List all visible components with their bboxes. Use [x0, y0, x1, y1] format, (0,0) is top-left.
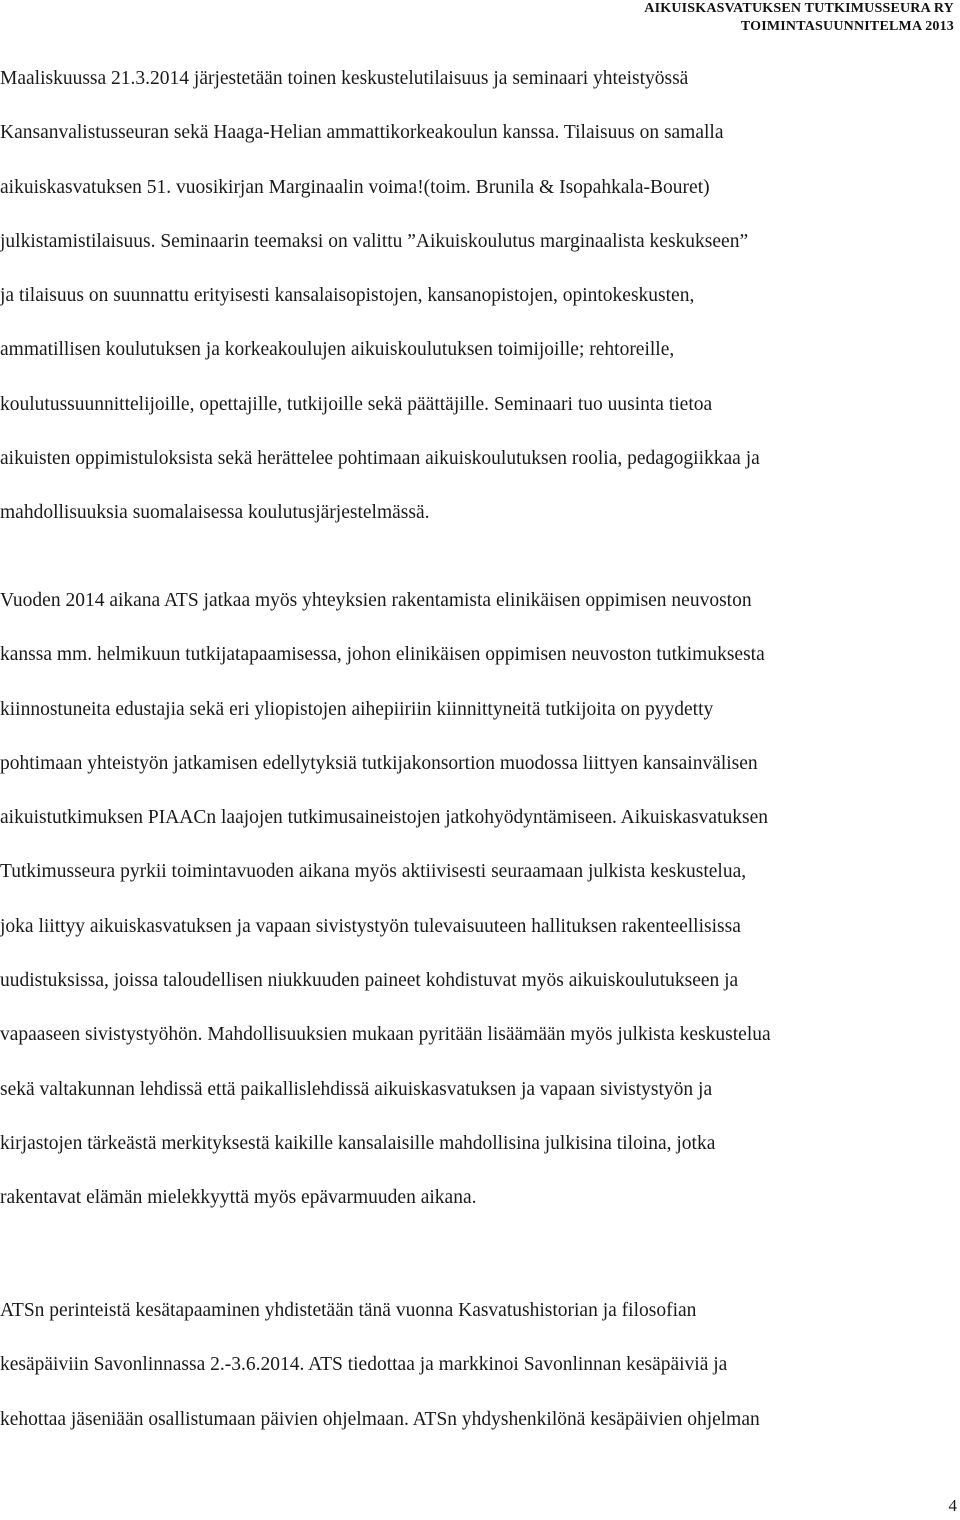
paragraph-seminar: [0, 52, 960, 541]
text-line: joka liittyy aikuiskasvatuksen ja vapaan sivistystyön tulevaisuuteen hallituksen rakenteellisissa: [0, 915, 741, 937]
text-line: kesäpäiviin Savonlinnassa 2.-3.6.2014. ATS tiedottaa ja markkinoi Savonlinnan kesäpäiviä ja: [0, 1354, 728, 1376]
text-line: uudistuksissa, joissa taloudellisen niukkuuden paineet kohdistuvat myös aikuiskoulutukseen ja: [0, 970, 739, 992]
text-line: aikuistutkimuksen PIAACn laajojen tutkimusaineistojen jatkohyödyntämiseen. Aikuiskasvatuksen: [0, 807, 768, 829]
text-line: kanssa mm. helmikuun tutkijatapaamisessa, johon elinikäisen oppimisen neuvoston tutkimuksesta: [0, 644, 765, 666]
text-line: Vuoden 2014 aikana ATS jatkaa myös yhteyksien rakentamista elinikäisen oppimisen neuvoston: [0, 590, 752, 611]
page-number: 4: [948, 1496, 957, 1515]
page-header: [644, 0, 954, 36]
text-line: sekä valtakunnan lehdissä että paikallislehdissä aikuiskasvatuksen ja vapaan sivistystyön ja: [0, 1078, 713, 1100]
header-document-title: TOIMINTASUUNNITELMA 2013: [740, 19, 954, 34]
header-organization: AIKUISKASVATUKSEN TUTKIMUSSEURA RY: [644, 1, 954, 16]
text-line: koulutussuunnittelijoille, opettajille, tutkijoille sekä päättäjille. Seminaari tuo uusinta tietoa: [0, 393, 713, 415]
text-line: julkistamistilaisuus. Seminaarin teemaksi on valittu ”Aikuiskoulutus marginaalista keskukseen”: [0, 230, 749, 252]
text-line: ATSn perinteistä kesätapaaminen yhdistetään tänä vuonna Kasvatushistorian ja filosofian: [0, 1300, 697, 1321]
paragraph-summer-meeting: [0, 1284, 960, 1447]
text-line: pohtimaan yhteistyön jatkamisen edellytyksiä tutkijakonsortion muodossa liittyen kansainvälisen: [0, 752, 758, 774]
text-line: kirjastojen tärkeästä merkityksestä kaikille kansalaisille mahdollisina julkisina tiloina, jotka: [0, 1132, 716, 1154]
text-line: kiinnostuneita edustajia sekä eri yliopistojen aihepiiriin kiinnittyneitä tutkijoita on pyydetty: [0, 698, 714, 720]
text-line: aikuiskasvatuksen 51. vuosikirjan Marginaalin voima!(toim. Brunila & Isopahkala-Bouret): [0, 176, 710, 198]
text-line: Tutkimusseura pyrkii toimintavuoden aikana myös aktiivisesti seuraamaan julkista keskustelua,: [0, 861, 747, 883]
text-line: vapaaseen sivistystyöhön. Mahdollisuuksien mukaan pyritään lisäämään myös julkista keskustelua: [0, 1024, 771, 1046]
text-line: kehottaa jäseniään osallistumaan päivien ohjelmaan. ATSn yhdyshenkilönä kesäpäivien ohjelman: [0, 1408, 760, 1430]
text-line: Maaliskuussa 21.3.2014 järjestetään toinen keskustelutilaisuus ja seminaari yhteistyössä: [0, 68, 689, 89]
text-line: aikuisten oppimistuloksista sekä herättelee pohtimaan aikuiskoulutuksen roolia, pedagogiikkaa ja: [0, 448, 760, 470]
text-line: mahdollisuuksia suomalaisessa koulutusjärjestelmässä.: [0, 502, 430, 524]
text-line: Kansanvalistusseuran sekä Haaga-Helian ammattikorkeakoulun kanssa. Tilaisuus on samalla: [0, 122, 724, 144]
text-line: ammatillisen koulutuksen ja korkeakoulujen aikuiskoulutuksen toimijoille; rehtoreille,: [0, 339, 675, 361]
text-line: rakentavat elämän mielekkyyttä myös epävarmuuden aikana.: [0, 1187, 477, 1209]
text-line: ja tilaisuus on suunnattu erityisesti kansalaisopistojen, kansanopistojen, opintokeskusten,: [0, 285, 695, 307]
paragraph-cooperation: [0, 574, 960, 1226]
